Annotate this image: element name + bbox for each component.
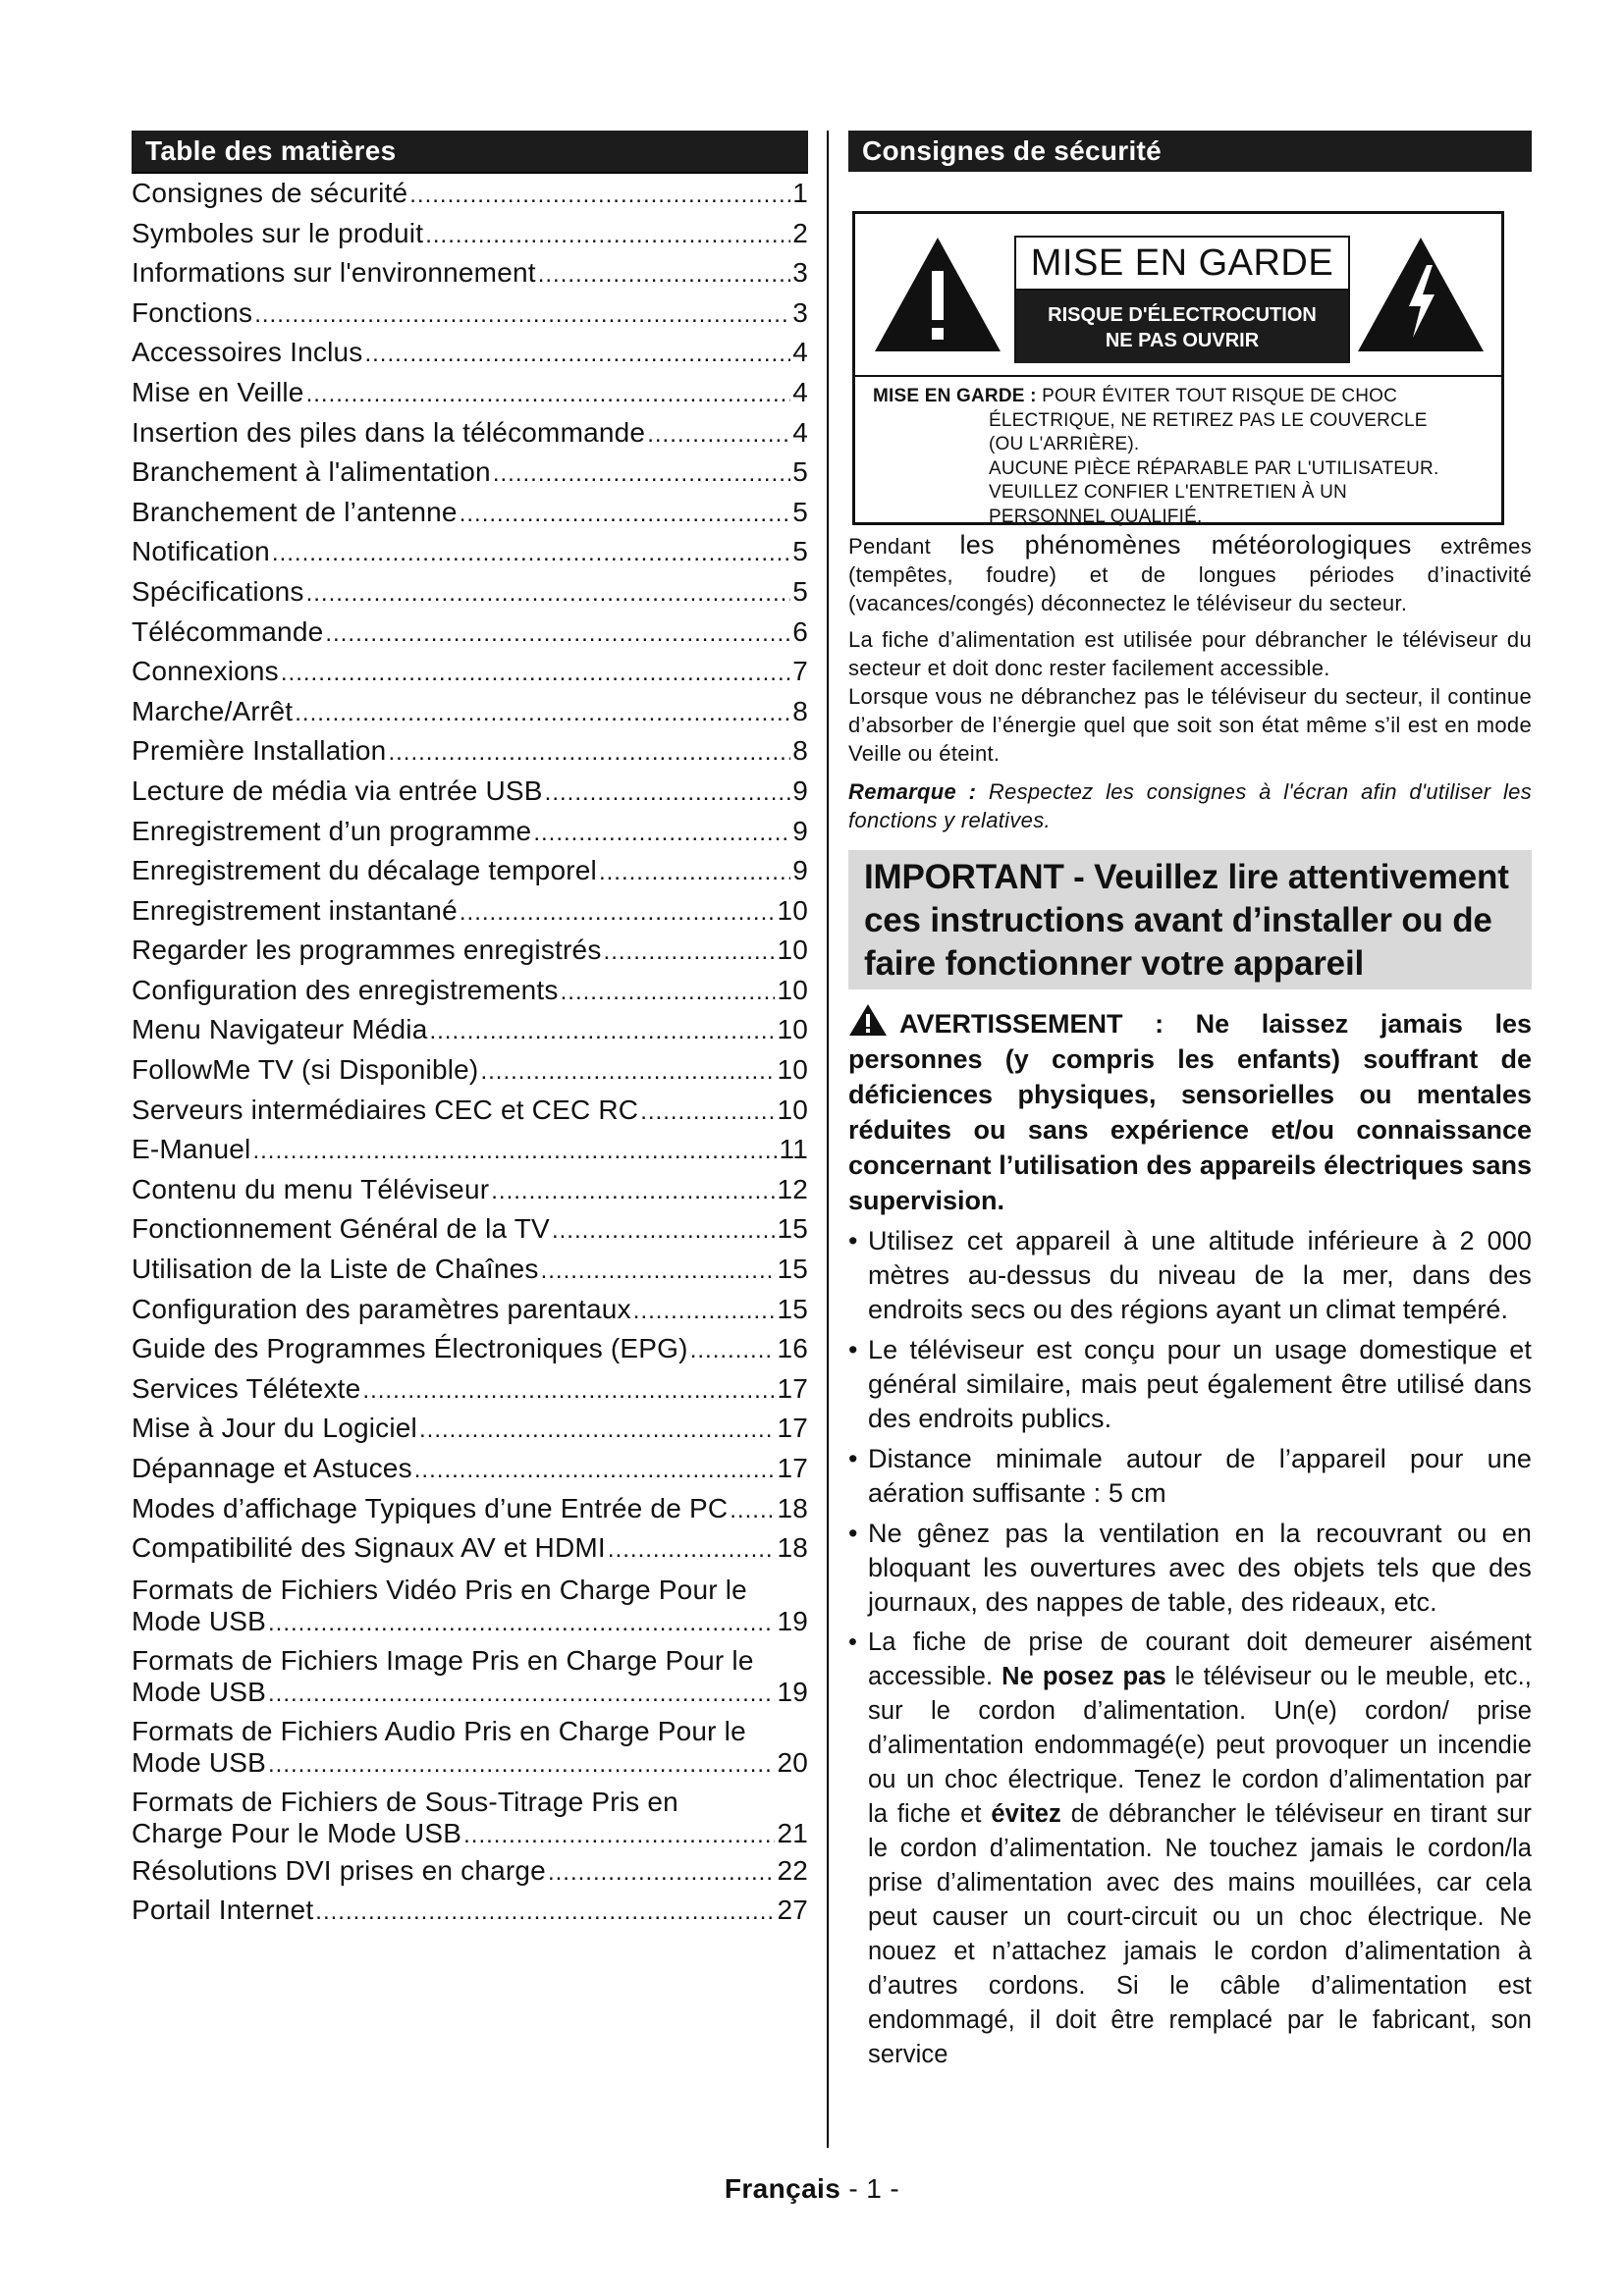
- toc-entry-title: Résolutions DVI prises en charge: [132, 1854, 546, 1886]
- safety-bullets: [848, 1224, 1532, 2072]
- toc-entry-page: 8: [792, 695, 808, 726]
- cord-text-d: évitez: [991, 1800, 1061, 1828]
- toc-entry-title: Consignes de sécurité: [132, 178, 408, 208]
- toc-leader: [325, 622, 790, 652]
- toc-entry: [132, 971, 808, 1011]
- caution-line-4: AUCUNE PIÈCE RÉPARABLE PAR L'UTILISATEUR.: [989, 457, 1439, 479]
- important-banner: IMPORTANT - Veuillez lire attentivement ces instructions avant d’installer ou de faire fonctionner votre appareil: [848, 850, 1532, 989]
- plug-paragraph: La fiche d’alimentation est utilisée pour débrancher le téléviseur du secteur et doit donc rester facilement accessible.: [848, 627, 1532, 680]
- warning-icon: [848, 1003, 888, 1037]
- column-divider: [827, 131, 829, 2148]
- toc-entry: [132, 373, 808, 413]
- toc-leader: [388, 742, 790, 772]
- toc-leader: [552, 1220, 776, 1250]
- weather-text-c: extrêmes (tempêtes, foudre) et de longues périodes d’inactivité (vacances/congés) déconnectez le téléviseur du secteur.: [848, 534, 1532, 615]
- cord-text-c: le téléviseur ou le meuble, etc., sur le cordon d’alimentation. Un(e) cordon/ prise d’alimentation endommagé(e) peut provoquer un incendie ou un choc électrique. Tenez le cordon d’alimentation par la fiche et: [868, 1663, 1532, 1828]
- toc-entry-page: 17: [777, 1453, 808, 1483]
- toc-leader: [548, 1861, 776, 1891]
- toc-entry: [132, 453, 808, 493]
- toc-entry: [132, 413, 808, 454]
- toc-entry: [132, 1528, 808, 1569]
- toc-entry: [132, 253, 808, 294]
- toc-entry-page: 9: [792, 855, 808, 886]
- toc-entry-title: Notification: [132, 536, 270, 567]
- toc-entry-title: Télécommande: [132, 615, 324, 647]
- toc-entry: [132, 1449, 808, 1489]
- toc-entry-title: Enregistrement instantané: [132, 894, 458, 926]
- toc-entry-page: 15: [777, 1213, 808, 1245]
- cord-text-e: de débrancher le téléviseur en tirant sur le cordon d’alimentation. Ne touchez jamais le cordon/la prise d’alimentation avec des mains mouillées, car cela peut causer un court-circuit ou un choc électrique. Ne nouez et n’attachez jamais le cordon d’alimentation à d’autres cordons. Si le câble d’alimentation est endommagé, il doit être remplacé par le fabricant, son service: [868, 1800, 1532, 2068]
- lightning-triangle-icon: [1356, 236, 1486, 353]
- caution-line-6: PERSONNEL QUALIFIÉ.: [989, 506, 1203, 527]
- toc-entry-page: 16: [777, 1333, 808, 1364]
- warning-text: AVERTISSEMENT : Ne laissez jamais les personnes (y compris les enfants) souffrant de déficiences physiques, sensorielles ou mentales réduites ou sans expérience et/ou connaissance concernant l’utilisation des appareils électriques sans supervision.: [848, 1009, 1532, 1215]
- toc-entry-title: Regarder les programmes enregistrés: [132, 934, 602, 966]
- toc-entry-page: 5: [792, 456, 808, 488]
- toc-leader: [252, 1141, 777, 1170]
- toc-entry: [132, 214, 808, 254]
- toc-entry-page: 4: [792, 376, 808, 407]
- toc-leader: [268, 1679, 775, 1708]
- toc-entry-page: 11: [779, 1134, 808, 1165]
- remark-paragraph: [848, 777, 1532, 834]
- toc-entry-page: 3: [792, 296, 808, 328]
- toc-entry: [132, 572, 808, 613]
- toc-entry: [132, 731, 808, 772]
- toc-leader: [306, 384, 791, 413]
- toc-leader: [295, 702, 790, 731]
- weather-text-a: Pendant: [848, 534, 960, 559]
- toc-leader: [647, 423, 790, 453]
- toc-leader: [541, 1260, 776, 1290]
- caution-line-1: POUR ÉVITER TOUT RISQUE DE CHOC: [1036, 386, 1398, 406]
- toc-entry-line2: [132, 1677, 808, 1708]
- toc-entry-page: 20: [777, 1746, 808, 1778]
- toc-entry-page: 4: [792, 416, 808, 448]
- toc-entry-page: 8: [792, 735, 808, 767]
- toc-leader: [429, 1021, 775, 1050]
- toc-entry-page: 1: [792, 178, 808, 208]
- caution-text-label: MISE EN GARDE :: [873, 386, 1037, 406]
- weather-text-b: les phénomènes météorologiques: [959, 530, 1412, 560]
- toc-entry-title: Branchement à l'alimentation: [132, 456, 491, 488]
- toc-entry-title-line1: Formats de Fichiers Image Pris en Charge Pour le: [132, 1644, 754, 1676]
- toc-entry: [132, 1209, 808, 1250]
- cord-text-b: Ne posez pas: [1001, 1663, 1166, 1690]
- toc-entry-page: 19: [777, 1676, 808, 1707]
- toc-leader: [491, 1180, 775, 1209]
- bullet-ventilation-distance: • Distance minimale autour de l’appareil pour une aération suffisante : 5 cm: [848, 1442, 1532, 1511]
- toc-leader: [640, 1100, 775, 1130]
- caution-text: [855, 377, 1501, 529]
- caution-title: MISE EN GARDE: [1016, 238, 1348, 291]
- cord-text-a: La fiche de prise de courant doit demeurer aisément accessible.: [868, 1629, 1532, 1690]
- toc-leader: [362, 1379, 775, 1409]
- toc-entry: [132, 1010, 808, 1050]
- toc-entry: [132, 532, 808, 572]
- safety-header: Consignes de sécurité: [848, 131, 1532, 172]
- toc-entry-title: Connexions: [132, 656, 279, 687]
- footer-page-number: - 1 -: [840, 2173, 900, 2204]
- toc-entry-title: Mise en Veille: [132, 376, 304, 407]
- toc-entry-title: Première Installation: [132, 735, 387, 767]
- toc-entry-title: Insertion des piles dans la télécommande: [132, 416, 646, 448]
- caution-line-2: ÉLECTRIQUE, NE RETIREZ PAS LE COUVERCLE: [989, 409, 1428, 431]
- toc-leader: [272, 543, 790, 572]
- toc-entry-page: 10: [777, 1014, 808, 1045]
- caution-line-3: (OU L'ARRIÈRE).: [989, 434, 1140, 454]
- toc-entry-title: Serveurs intermédiaires CEC et CEC RC: [132, 1094, 639, 1125]
- toc-entry-title: Utilisation de la Liste de Chaînes: [132, 1254, 539, 1285]
- toc-entry-title: FollowMe TV (si Disponible): [132, 1054, 479, 1086]
- safety-column: [848, 131, 1532, 2072]
- toc-leader: [480, 1061, 775, 1091]
- toc-leader: [538, 264, 791, 294]
- toc-entry: [132, 1639, 808, 1710]
- toc-leader: [533, 822, 790, 851]
- toc-entry-page: 15: [777, 1254, 808, 1285]
- toc-entry-title: Portail Internet: [132, 1895, 314, 1926]
- toc-leader: [561, 981, 776, 1010]
- toc-entry: [132, 1409, 808, 1449]
- toc-entry-title: Informations sur l'environnement: [132, 257, 536, 289]
- toc-entry: [132, 812, 808, 852]
- toc-entry-title-line2: Mode USB: [132, 1746, 266, 1778]
- toc-entry: [132, 1130, 808, 1170]
- toc-entry: [132, 851, 808, 891]
- toc-entry-page: 12: [777, 1173, 808, 1204]
- toc-entry-page: 10: [777, 1094, 808, 1125]
- toc-entry-title-line1: Formats de Fichiers Audio Pris en Charge Pour le: [132, 1715, 746, 1746]
- footer-language: Français: [724, 2173, 841, 2204]
- toc-leader: [254, 303, 790, 333]
- toc-entry-line2: [132, 1606, 808, 1637]
- toc-leader: [281, 663, 790, 692]
- toc-entry-page: 7: [792, 656, 808, 687]
- toc-entry: [132, 1891, 808, 1931]
- toc-entry-line2: [132, 1747, 808, 1779]
- remark-label: Remarque :: [848, 779, 977, 804]
- toc-entry-page: 5: [792, 575, 808, 607]
- toc-leader: [599, 862, 790, 891]
- toc-entry-page: 18: [777, 1492, 808, 1523]
- toc-list: [132, 174, 808, 1931]
- toc-entry-title: Branchement de l’antenne: [132, 496, 458, 527]
- toc-entry-page: 10: [777, 894, 808, 926]
- caution-line-5: VEUILLEZ CONFIER L'ENTRETIEN À UN: [989, 482, 1347, 503]
- toc-entry: [132, 1250, 808, 1290]
- toc-leader: [460, 901, 776, 931]
- toc-leader: [633, 1300, 776, 1329]
- toc-entry-page: 4: [792, 337, 808, 368]
- toc-entry-title-line2: Charge Pour le Mode USB: [132, 1817, 462, 1848]
- bullet-power-cord: [848, 1626, 1532, 2072]
- toc-entry: [132, 1710, 808, 1781]
- toc-leader: [268, 1608, 775, 1637]
- toc-header: Table des matières: [132, 131, 808, 174]
- toc-entry: [132, 1569, 808, 1639]
- toc-entry-title: Enregistrement d’un programme: [132, 815, 532, 846]
- toc-entry-title: Configuration des paramètres parentaux: [132, 1293, 631, 1324]
- bullet-altitude: • Utilisez cet appareil à une altitude inférieure à 2 000 mètres au-dessus du niveau de la mer, dans des endroits secs ou des régions ayant un climat tempéré.: [848, 1224, 1532, 1327]
- toc-entry: [132, 1170, 808, 1210]
- toc-entry: [132, 493, 808, 533]
- toc-leader: [364, 344, 790, 373]
- toc-entry-page: 6: [792, 615, 808, 647]
- toc-column: [132, 131, 808, 1931]
- toc-entry: [132, 333, 808, 373]
- toc-entry-page: 3: [792, 257, 808, 289]
- toc-entry-title-line2: Mode USB: [132, 1676, 266, 1707]
- toc-entry-page: 15: [777, 1293, 808, 1324]
- toc-entry: [132, 1050, 808, 1091]
- toc-leader: [460, 503, 791, 532]
- toc-entry-page: 9: [792, 815, 808, 846]
- standby-paragraph: Lorsque vous ne débranchez pas le téléviseur du secteur, il continue d’absorber de l’énergie quel que soit son état même s’il est en mode Veille ou éteint.: [848, 684, 1532, 766]
- toc-leader: [463, 1820, 775, 1849]
- toc-entry-title: Dépannage et Astuces: [132, 1453, 412, 1483]
- toc-entry: [132, 1781, 808, 1851]
- toc-entry-title: Lecture de média via entrée USB: [132, 774, 543, 806]
- toc-entry-page: 17: [777, 1413, 808, 1444]
- page-footer: [0, 2173, 1624, 2205]
- toc-entry-title-line2: Mode USB: [132, 1605, 266, 1636]
- toc-leader: [315, 1901, 775, 1931]
- toc-entry-title: Guide des Programmes Électroniques (EPG): [132, 1333, 688, 1364]
- toc-entry-title-line1: Formats de Fichiers Vidéo Pris en Charge Pour le: [132, 1574, 747, 1605]
- toc-entry-title: Symboles sur le produit: [132, 217, 424, 248]
- toc-leader: [268, 1749, 775, 1779]
- toc-entry-page: 5: [792, 496, 808, 527]
- toc-leader: [690, 1340, 776, 1369]
- toc-entry-title: Fonctions: [132, 296, 253, 328]
- toc-entry: [132, 1091, 808, 1131]
- toc-leader: [419, 1419, 775, 1449]
- caution-subtitle: [1016, 291, 1348, 363]
- toc-entry-page: 9: [792, 774, 808, 806]
- toc-entry-page: 27: [777, 1895, 808, 1926]
- toc-entry: [132, 931, 808, 971]
- toc-entry-page: 21: [777, 1817, 808, 1848]
- toc-entry: [132, 174, 808, 214]
- toc-leader: [306, 583, 791, 613]
- toc-leader: [409, 185, 790, 214]
- toc-entry: [132, 1851, 808, 1892]
- toc-leader: [493, 463, 790, 493]
- do-not-open-text: NE PAS OUVRIR: [1105, 330, 1260, 351]
- toc-entry: [132, 1489, 808, 1529]
- toc-entry: [132, 891, 808, 932]
- toc-entry: [132, 772, 808, 812]
- bullet-ventilation: • Ne gênez pas la ventilation en la recouvrant ou en bloquant les ouvertures avec des objets tels que des journaux, des nappes de table, des rideaux, etc.: [848, 1517, 1532, 1620]
- toc-entry-title-line1: Formats de Fichiers de Sous-Titrage Pris en: [132, 1786, 678, 1817]
- toc-entry-page: 2: [792, 217, 808, 248]
- toc-leader: [545, 782, 791, 812]
- bullet-domestic: • Le téléviseur est conçu pour un usage domestique et général similaire, mais peut également être utilisé dans des endroits publics.: [848, 1333, 1532, 1436]
- toc-entry-title: Fonctionnement Général de la TV: [132, 1213, 550, 1245]
- toc-leader: [608, 1539, 776, 1569]
- toc-leader: [730, 1499, 775, 1528]
- toc-entry-title: Contenu du menu Téléviseur: [132, 1173, 490, 1204]
- toc-entry: [132, 1290, 808, 1330]
- toc-entry-page: 10: [777, 1054, 808, 1086]
- toc-entry-page: 10: [777, 974, 808, 1005]
- toc-entry-title: Services Télétexte: [132, 1372, 361, 1404]
- toc-leader: [414, 1460, 776, 1489]
- toc-entry-title: Compatibilité des Signaux AV et HDMI: [132, 1532, 606, 1564]
- toc-entry: [132, 652, 808, 692]
- caution-label-box: [1014, 236, 1350, 363]
- toc-entry-title: Enregistrement du décalage temporel: [132, 855, 597, 886]
- toc-entry-title: Spécifications: [132, 575, 304, 607]
- remark-text: Respectez les consignes à l'écran afin d'utiliser les fonctions y relatives.: [848, 779, 1532, 832]
- toc-entry-title: Mise à Jour du Logiciel: [132, 1413, 417, 1444]
- toc-entry-title: Modes d’affichage Typiques d’une Entrée de PC: [132, 1492, 729, 1523]
- toc-entry-page: 10: [777, 934, 808, 966]
- toc-entry: [132, 613, 808, 653]
- toc-entry-line2: [132, 1818, 808, 1849]
- exclamation-triangle-icon: [873, 236, 1002, 353]
- toc-entry-page: 19: [777, 1605, 808, 1636]
- caution-box: [852, 211, 1504, 525]
- weather-paragraph: [848, 531, 1532, 617]
- toc-entry-page: 17: [777, 1372, 808, 1404]
- toc-entry: [132, 1369, 808, 1410]
- toc-entry-title: Configuration des enregistrements: [132, 974, 559, 1005]
- toc-entry-title: E-Manuel: [132, 1134, 251, 1165]
- warning-paragraph: [848, 1003, 1532, 1218]
- toc-entry-title: Marche/Arrêt: [132, 695, 294, 726]
- toc-leader: [425, 224, 790, 253]
- toc-entry-page: 18: [777, 1532, 808, 1564]
- toc-entry-page: 5: [792, 536, 808, 567]
- toc-entry-page: 22: [777, 1854, 808, 1886]
- shock-risk-text: RISQUE D'ÉLECTROCUTION: [1048, 304, 1317, 326]
- caution-box-top: [855, 214, 1501, 377]
- toc-entry: [132, 294, 808, 334]
- toc-entry-title: Accessoires Inclus: [132, 337, 363, 368]
- toc-leader: [604, 941, 776, 971]
- toc-entry-title: Menu Navigateur Média: [132, 1014, 428, 1045]
- toc-entry: [132, 1329, 808, 1369]
- toc-entry: [132, 692, 808, 732]
